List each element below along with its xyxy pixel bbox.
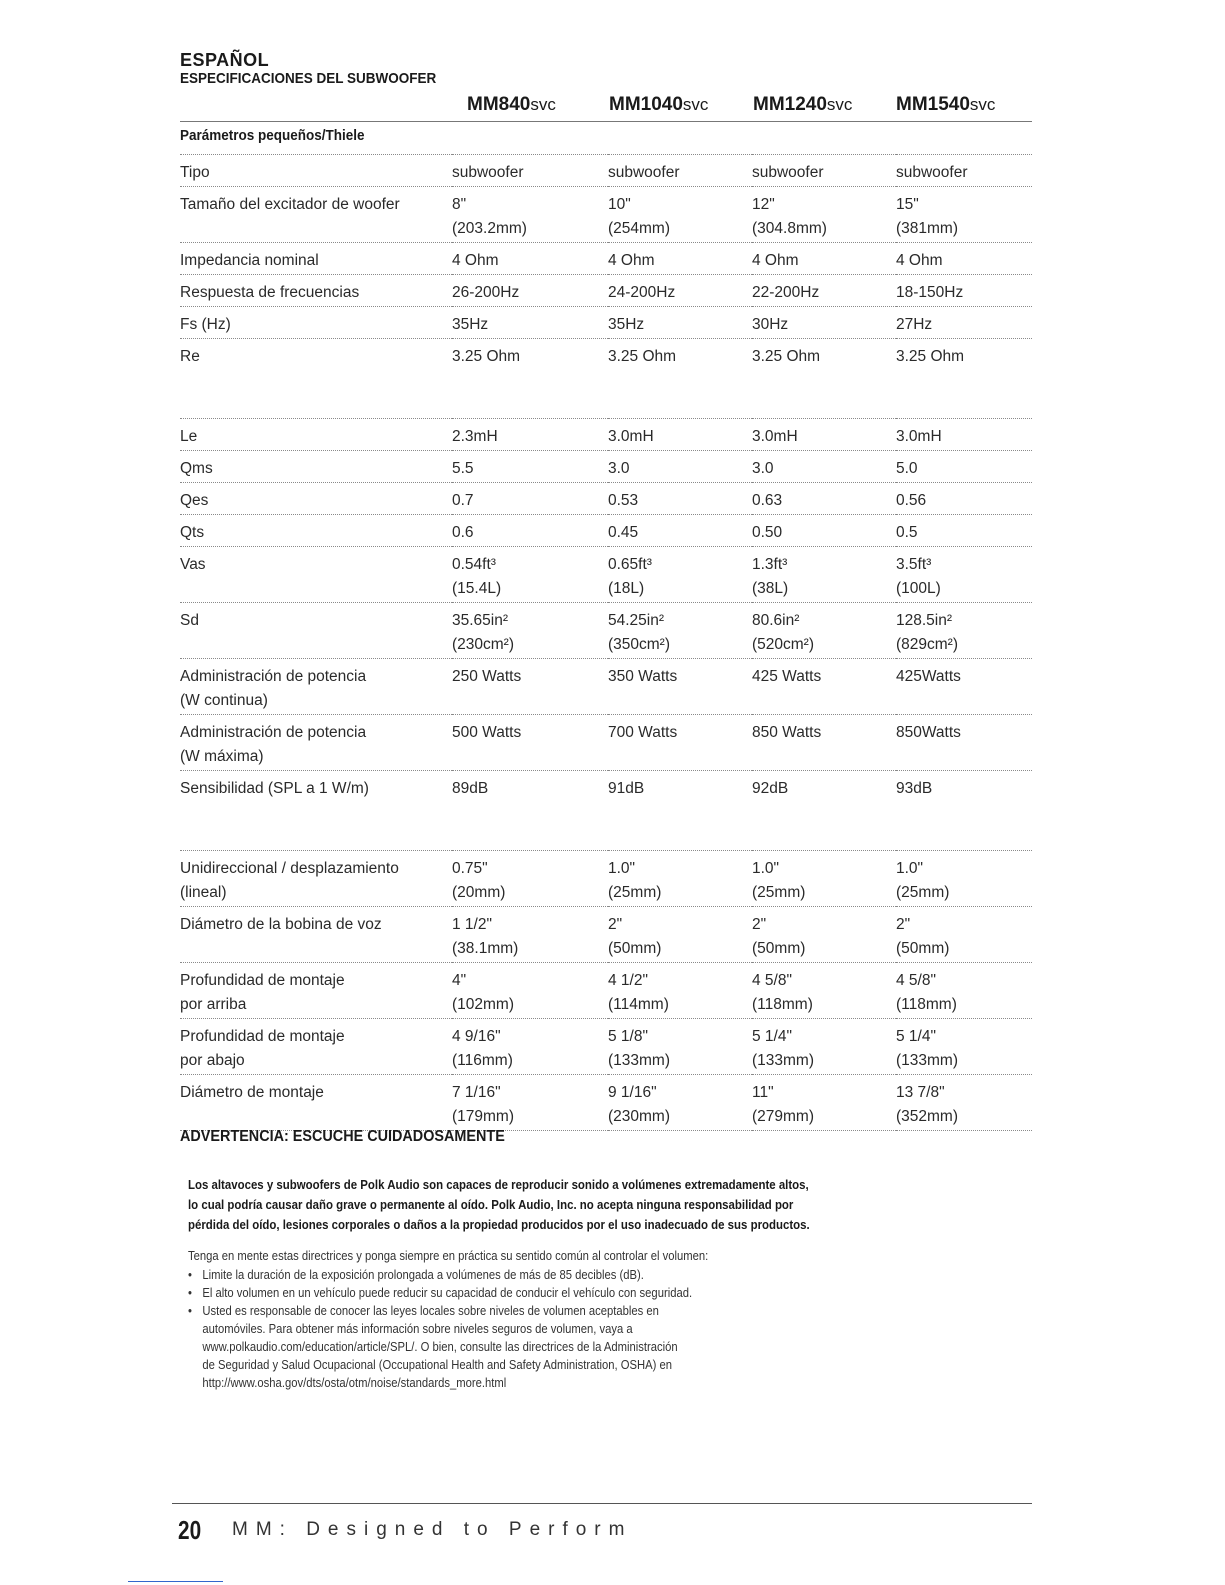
warning-statement [188, 1175, 857, 1235]
spec-value [452, 1019, 608, 1075]
spec-label-line: Tamaño del excitador de woofer [180, 196, 400, 213]
spec-value [896, 419, 1032, 451]
spec-value [896, 715, 1032, 771]
spec-value [896, 275, 1032, 307]
spec-value [752, 419, 896, 451]
spec-value-line: 1.0" [896, 860, 924, 877]
spec-value [608, 243, 752, 275]
model-name: MM1040 [609, 94, 683, 115]
spec-value [896, 1075, 1032, 1131]
spec-value-line: (520cm²) [752, 636, 815, 653]
spec-label-line: Profundidad de montaje [180, 1028, 345, 1045]
spec-value [752, 907, 896, 963]
spec-value [452, 419, 608, 451]
spec-value-line: 425Watts [896, 668, 961, 685]
spec-value-line: 2" [896, 916, 911, 933]
spec-value-line: 0.53 [608, 492, 639, 509]
spec-value-line: 0.45 [608, 524, 639, 541]
model-name: MM840 [467, 94, 531, 115]
spec-value [752, 307, 896, 339]
spec-value-line: 10" [608, 196, 631, 213]
spec-value-line: (829cm²) [896, 636, 959, 653]
spec-label-line: Sensibilidad (SPL a 1 W/m) [180, 780, 369, 797]
spec-value-line: (118mm) [752, 996, 813, 1013]
spec-value-line: (25mm) [608, 884, 662, 901]
spec-value-line: 35Hz [452, 316, 489, 333]
warning-intro: Tenga en mente estas directrices y ponga siempre en práctica su sentido común al controlar el volumen: [188, 1249, 709, 1263]
spec-value-line: 500 Watts [452, 724, 522, 741]
spec-row [180, 275, 1032, 307]
spec-table [180, 154, 1032, 1131]
spec-label [180, 155, 452, 187]
spec-value-line: subwoofer [608, 164, 680, 181]
spec-label-line: Administración de potencia [180, 724, 367, 741]
spec-value [896, 483, 1032, 515]
spec-label-line: Impedancia nominal [180, 252, 319, 269]
spec-value-line: 1.0" [608, 860, 636, 877]
spec-value-line: 54.25in² [608, 612, 665, 629]
spec-value [752, 483, 896, 515]
spec-value [752, 715, 896, 771]
spec-value-line: 15" [896, 196, 919, 213]
spec-value-line: 3.25 Ohm [452, 348, 521, 365]
spec-value [452, 307, 608, 339]
warning-line: pérdida del oído, lesiones corporales o daños a la propiedad producidos por el uso inadecuado de sus productos. [188, 1217, 810, 1232]
spec-value [896, 603, 1032, 659]
spec-value-line: (50mm) [896, 940, 950, 957]
section-heading: Parámetros pequeños/Thiele [180, 127, 365, 144]
spec-value-line: 5 1/4" [752, 1028, 792, 1045]
spec-value [896, 187, 1032, 243]
spec-label [180, 715, 452, 771]
spec-value [452, 275, 608, 307]
spec-value-line: (304.8mm) [752, 220, 827, 237]
spec-label [180, 603, 452, 659]
spec-value-line: 11" [752, 1084, 774, 1101]
spec-value-line: 4 5/8" [896, 972, 936, 989]
spec-label [180, 275, 452, 307]
model-name: MM1240 [753, 94, 827, 115]
model-suffix: svc [969, 95, 996, 114]
spec-value [896, 851, 1032, 907]
spec-value-line: 18-150Hz [896, 284, 964, 301]
spec-value-line: (254mm) [608, 220, 671, 237]
spec-value-line: (116mm) [452, 1052, 513, 1069]
spec-value-line: 0.5 [896, 524, 918, 541]
spec-value-line: 5 1/8" [608, 1028, 648, 1045]
spec-value [752, 451, 896, 483]
spec-value-line: 3.0mH [896, 428, 942, 445]
spec-value-line: (133mm) [608, 1052, 671, 1069]
spec-value [752, 187, 896, 243]
spec-value [608, 275, 752, 307]
spec-value [752, 771, 896, 851]
spec-value-line: (100L) [896, 580, 941, 597]
spec-value-line: 1 1/2" [452, 916, 492, 933]
page-title: ESPECIFICACIONES DEL SUBWOOFER [180, 70, 437, 87]
spec-label [180, 483, 452, 515]
spec-value [452, 963, 608, 1019]
spec-value [452, 715, 608, 771]
spec-row [180, 307, 1032, 339]
spec-value-line: 4" [452, 972, 467, 989]
spec-label [180, 515, 452, 547]
guideline-list [188, 1266, 836, 1392]
scan-artifact-line [128, 1581, 223, 1582]
spec-label-line: (W máxima) [180, 748, 264, 765]
spec-value-line: (230cm²) [452, 636, 515, 653]
spec-value-line: 1.0" [752, 860, 780, 877]
spec-value-line: 1.3ft³ [752, 556, 788, 573]
spec-value [452, 603, 608, 659]
spec-label-line: por abajo [180, 1052, 245, 1069]
spec-value-line: 4 1/2" [608, 972, 648, 989]
warning-title: ADVERTENCIA: ESCUCHE CUIDADOSAMENTE [180, 1128, 505, 1145]
spec-value-line: 24-200Hz [608, 284, 676, 301]
spec-label-line: Administración de potencia [180, 668, 367, 685]
spec-value-line: subwoofer [752, 164, 824, 181]
spec-label-line: Sd [180, 612, 199, 629]
guideline-item [188, 1284, 836, 1302]
spec-row [180, 603, 1032, 659]
spec-value-line: (203.2mm) [452, 220, 527, 237]
spec-value-line: 3.25 Ohm [752, 348, 821, 365]
spec-value [608, 307, 752, 339]
spec-value-line: 9 1/16" [608, 1084, 657, 1101]
spec-value-line: 2" [608, 916, 623, 933]
spec-value-line: (25mm) [896, 884, 950, 901]
spec-value-line: (350cm²) [608, 636, 671, 653]
spec-value [608, 483, 752, 515]
spec-value [896, 659, 1032, 715]
spec-value-line: 0.6 [452, 524, 474, 541]
warning-line: Los altavoces y subwoofers de Polk Audio son capaces de reproducir sonido a volúmenes extremadamente altos, [188, 1177, 809, 1192]
spec-value [752, 851, 896, 907]
spec-value-line: 13 7/8" [896, 1084, 945, 1101]
spec-value [608, 155, 752, 187]
spec-table-body [180, 155, 1032, 1131]
spec-row [180, 547, 1032, 603]
model-header-4 [896, 94, 995, 116]
spec-value-line: (279mm) [752, 1108, 815, 1125]
spec-value [452, 155, 608, 187]
spec-value-line: (179mm) [452, 1108, 515, 1125]
spec-value-line: 0.63 [752, 492, 783, 509]
spec-value-line: 700 Watts [608, 724, 678, 741]
spec-value-line: 4 Ohm [452, 252, 499, 269]
spec-label [180, 851, 452, 907]
spec-label [180, 1075, 452, 1131]
spec-value [608, 419, 752, 451]
page-number: 20 [178, 1515, 202, 1545]
spec-row [180, 907, 1032, 963]
spec-label-line: Diámetro de la bobina de voz [180, 916, 382, 933]
spec-value-line: 2.3mH [452, 428, 498, 445]
guideline-link-text: www.polkaudio.com/education/article/SPL/. O bien, consulte las directrices de la Administración [202, 1340, 678, 1354]
spec-value [752, 963, 896, 1019]
spec-value [608, 547, 752, 603]
spec-value-line: 0.7 [452, 492, 474, 509]
spec-value [452, 771, 608, 851]
spec-value-line: 425 Watts [752, 668, 822, 685]
spec-label [180, 419, 452, 451]
spec-value-line: 350 Watts [608, 668, 678, 685]
spec-value-line: 0.65ft³ [608, 556, 652, 573]
spec-label-line: (W continua) [180, 692, 268, 709]
spec-value [452, 851, 608, 907]
spec-value-line: 2" [752, 916, 767, 933]
spec-value [452, 451, 608, 483]
spec-value [896, 243, 1032, 275]
spec-label [180, 307, 452, 339]
spec-row [180, 1075, 1032, 1131]
guideline-text: Limite la duración de la exposición prolongada a volúmenes de más de 85 decibles (dB). [202, 1268, 644, 1282]
spec-value-line: 4 Ohm [608, 252, 655, 269]
guideline-text: automóviles. Para obtener más información sobre niveles seguros de volumen, vaya a [202, 1322, 633, 1336]
spec-value-line: 250 Watts [452, 668, 522, 685]
spec-row [180, 771, 1032, 851]
spec-value-line: 5.0 [896, 460, 918, 477]
spec-value-line: 22-200Hz [752, 284, 820, 301]
guideline-text: de Seguridad y Salud Ocupacional (Occupational Health and Safety Administration, OSHA) en [202, 1358, 673, 1372]
spec-value [452, 659, 608, 715]
spec-value [608, 187, 752, 243]
spec-value-line: 5.5 [452, 460, 474, 477]
spec-value-line: 3.0 [752, 460, 774, 477]
spec-value [452, 907, 608, 963]
spec-value [752, 155, 896, 187]
spec-value [896, 1019, 1032, 1075]
spec-label-line: Vas [180, 556, 206, 573]
spec-value [752, 515, 896, 547]
spec-label-line: Diámetro de montaje [180, 1084, 324, 1101]
spec-value [608, 451, 752, 483]
spec-value-line: 128.5in² [896, 612, 953, 629]
spec-label-line: Qts [180, 524, 205, 541]
spec-value-line: 35Hz [608, 316, 645, 333]
model-header-1 [467, 94, 556, 116]
spec-value [896, 451, 1032, 483]
spec-value-line: 8" [452, 196, 467, 213]
footer-divider [172, 1503, 1032, 1504]
spec-value [452, 515, 608, 547]
spec-value-line: 35.65in² [452, 612, 509, 629]
spec-value [452, 1075, 608, 1131]
spec-value-line: 4 Ohm [752, 252, 799, 269]
spec-value-line: 4 9/16" [452, 1028, 501, 1045]
spec-value [896, 963, 1032, 1019]
model-name: MM1540 [896, 94, 970, 115]
spec-value-line: 3.5ft³ [896, 556, 932, 573]
spec-value-line: (102mm) [452, 996, 515, 1013]
spec-label-line: Re [180, 348, 200, 365]
spec-value [452, 243, 608, 275]
spec-row [180, 419, 1032, 451]
header-divider [180, 121, 1032, 122]
spec-value [452, 339, 608, 419]
spec-label-line: Qms [180, 460, 213, 477]
spec-value-line: 80.6in² [752, 612, 800, 629]
spec-value [608, 771, 752, 851]
spec-value [608, 715, 752, 771]
spec-value-line: 3.0mH [752, 428, 798, 445]
spec-value [752, 1019, 896, 1075]
spec-label-line: Profundidad de montaje [180, 972, 345, 989]
spec-label-line: Qes [180, 492, 209, 509]
spec-label [180, 187, 452, 243]
spec-value [452, 187, 608, 243]
spec-value-line: 0.50 [752, 524, 783, 541]
spec-value-line: (133mm) [752, 1052, 815, 1069]
spec-value-line: 0.56 [896, 492, 927, 509]
spec-label [180, 451, 452, 483]
spec-value [896, 771, 1032, 851]
spec-label [180, 659, 452, 715]
spec-label-line: Fs (Hz) [180, 316, 231, 333]
spec-label [180, 963, 452, 1019]
spec-value [752, 339, 896, 419]
spec-value [608, 515, 752, 547]
spec-value [608, 339, 752, 419]
spec-value-line: (20mm) [452, 884, 506, 901]
spec-value-line: (18L) [608, 580, 645, 597]
model-suffix: svc [682, 95, 709, 114]
spec-label-line: (lineal) [180, 884, 227, 901]
spec-label-line: Unidireccional / desplazamiento [180, 860, 399, 877]
spec-label [180, 1019, 452, 1075]
spec-value [608, 659, 752, 715]
spec-value [752, 547, 896, 603]
spec-value-line: (230mm) [608, 1108, 671, 1125]
spec-value-line: 0.54ft³ [452, 556, 496, 573]
spec-value-line: 850 Watts [752, 724, 822, 741]
model-suffix: svc [826, 95, 853, 114]
spec-value-line: (38.1mm) [452, 940, 519, 957]
spec-value-line: 850Watts [896, 724, 961, 741]
spec-label-line: por arriba [180, 996, 247, 1013]
spec-row [180, 659, 1032, 715]
spec-value [896, 907, 1032, 963]
spec-value [896, 547, 1032, 603]
model-suffix: svc [530, 95, 556, 114]
guideline-text: • Usted es responsable de conocer las leyes locales sobre niveles de volumen aceptables en [202, 1304, 659, 1318]
spec-value-line: (352mm) [896, 1108, 959, 1125]
spec-row [180, 155, 1032, 187]
spec-value-line: (50mm) [608, 940, 662, 957]
spec-value [452, 547, 608, 603]
spec-row [180, 1019, 1032, 1075]
warning-line: lo cual podría causar daño grave o permanente al oído. Polk Audio, Inc. no acepta ninguna responsabilidad por [188, 1197, 794, 1212]
spec-value [752, 603, 896, 659]
spec-value-line: 93dB [896, 780, 933, 797]
spec-value-line: 91dB [608, 780, 645, 797]
spec-value [608, 851, 752, 907]
spec-value-line: 27Hz [896, 316, 933, 333]
guideline-link-text: http://www.osha.gov/dts/osta/otm/noise/standards_more.html [202, 1376, 507, 1390]
spec-value [896, 307, 1032, 339]
spec-label-line: Respuesta de frecuencias [180, 284, 360, 301]
spec-value [608, 907, 752, 963]
spec-row [180, 451, 1032, 483]
language-heading: ESPAÑOL [180, 50, 270, 70]
spec-value-line: (15.4L) [452, 580, 502, 597]
model-header-2 [609, 94, 708, 116]
footer-tagline: MM: Designed to Perform [232, 1519, 633, 1540]
spec-value [608, 1075, 752, 1131]
guideline-text: El alto volumen en un vehículo puede reducir su capacidad de conducir el vehículo con seguridad. [202, 1286, 693, 1300]
spec-row [180, 715, 1032, 771]
spec-value-line: (38L) [752, 580, 789, 597]
model-header-3 [753, 94, 852, 116]
spec-value-line: 92dB [752, 780, 789, 797]
spec-value-line: subwoofer [896, 164, 968, 181]
spec-value [608, 1019, 752, 1075]
spec-value [452, 483, 608, 515]
spec-row [180, 963, 1032, 1019]
spec-value-line: 26-200Hz [452, 284, 520, 301]
spec-value-line: 89dB [452, 780, 489, 797]
spec-label [180, 547, 452, 603]
spec-value-line: subwoofer [452, 164, 524, 181]
spec-value-line: (118mm) [896, 996, 957, 1013]
spec-row [180, 515, 1032, 547]
spec-value-line: 30Hz [752, 316, 789, 333]
spec-value [896, 155, 1032, 187]
spec-label [180, 243, 452, 275]
spec-row [180, 187, 1032, 243]
spec-value [896, 339, 1032, 419]
spec-value-line: 3.25 Ohm [896, 348, 965, 365]
spec-row [180, 243, 1032, 275]
spec-label-line: Le [180, 428, 198, 445]
spec-value-line: 3.0 [608, 460, 630, 477]
spec-value-line: (381mm) [896, 220, 959, 237]
spec-value-line: 4 5/8" [752, 972, 792, 989]
spec-value-line: 5 1/4" [896, 1028, 936, 1045]
spec-value [752, 659, 896, 715]
spec-row [180, 339, 1032, 419]
guideline-item [188, 1266, 836, 1284]
spec-value-line: 4 Ohm [896, 252, 943, 269]
spec-value-line: 3.25 Ohm [608, 348, 677, 365]
spec-value-line: (133mm) [896, 1052, 959, 1069]
spec-row [180, 483, 1032, 515]
spec-value-line: 0.75" [452, 860, 488, 877]
guideline-item [188, 1302, 836, 1392]
spec-value-line: (50mm) [752, 940, 806, 957]
spec-value [608, 603, 752, 659]
spec-label [180, 339, 452, 419]
spec-value-line: (114mm) [608, 996, 669, 1013]
spec-value-line: 3.0mH [608, 428, 654, 445]
spec-label-line: Tipo [180, 164, 210, 181]
spec-value [896, 515, 1032, 547]
spec-value [608, 963, 752, 1019]
spec-value [752, 1075, 896, 1131]
spec-value-line: 7 1/16" [452, 1084, 501, 1101]
spec-label [180, 907, 452, 963]
spec-value [752, 275, 896, 307]
spec-row [180, 851, 1032, 907]
spec-value-line: 12" [752, 196, 775, 213]
spec-label [180, 771, 452, 851]
spec-value-line: (25mm) [752, 884, 806, 901]
spec-value [752, 243, 896, 275]
